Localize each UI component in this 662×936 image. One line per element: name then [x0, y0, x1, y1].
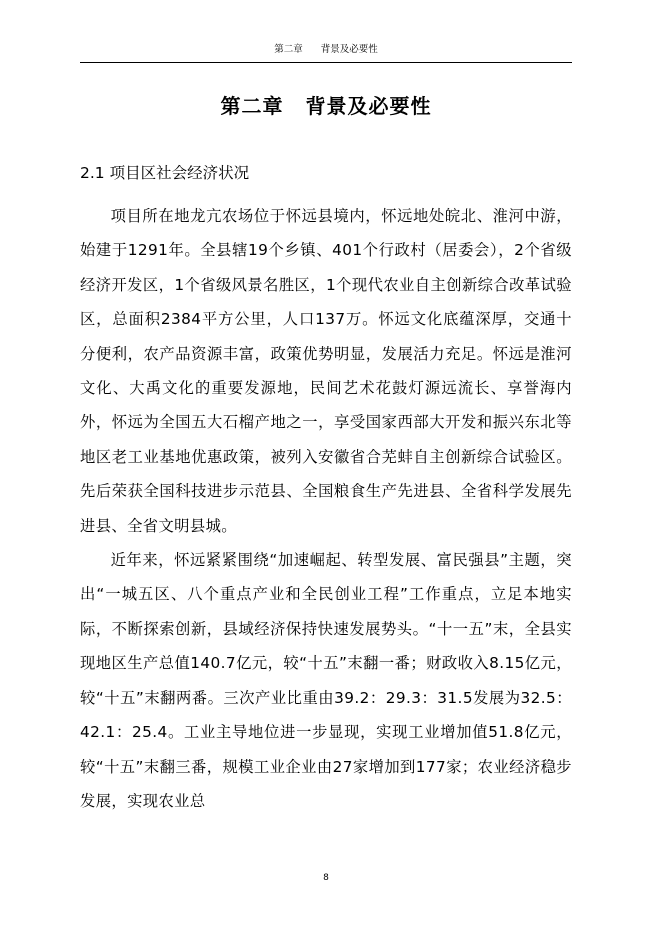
running-header [80, 44, 572, 56]
page-number: 8 [323, 873, 329, 883]
running-header-chapter: 第二章 [274, 44, 303, 55]
body-text [80, 199, 572, 818]
paragraph-1: 项目所在地龙亢农场位于怀远县境内，怀远地处皖北、淮河中游，始建于1291年。全县辖19个乡镇、401个行政村（居委会），2个省级经济开发区，1个省级风景名胜区，1个现代农业自主创新综合改革试验区，总面积2384平方公里，人口137万。怀远文化底蕴深厚，交通十分便利，农产品资源丰富，政策优势明显，发展活力充足。怀远是淮河文化、大禹文化的重要发源地，民间艺术花鼓灯源远流长、享誉海内外，怀远为全国五大石榴产地之一，享受国家西部大开发和振兴东北等地区老工业基地优惠政策，被列入安徽省合芜蚌自主创新综合试验区。先后荣获全国科技进步示范县、全国粮食生产先进县、全省科学发展先进县、全省文明县城。 [80, 207, 572, 535]
chapter-name: 背景及必要性 [305, 94, 432, 118]
chapter-number: 第二章 [220, 94, 284, 118]
chapter-title [80, 92, 572, 120]
paragraph-2: 近年来，怀远紧紧围绕“加速崛起、转型发展、富民强县”主题，突出“一城五区、八个重点产业和全民创业工程”工作重点，立足本地实际，不断探索创新，县域经济保持快速发展势头。“十一五”末，全县实现地区生产总值140.7亿元，较“十五”末翻一番；财政收入8.15亿元，较“十五”末翻两番。三次产业比重由39.2：29.3：31.5发展为32.5：42.1：25.4。工业主导地位进一步显现，实现工业增加值51.8亿元，较“十五”末翻三番，规模工业企业由27家增加到177家；农业经济稳步发展，实现农业总 [80, 551, 572, 810]
header-divider [80, 62, 572, 63]
section-heading: 2.1 项目区社会经济状况 [80, 164, 250, 182]
running-header-title: 背景及必要性 [320, 44, 378, 55]
